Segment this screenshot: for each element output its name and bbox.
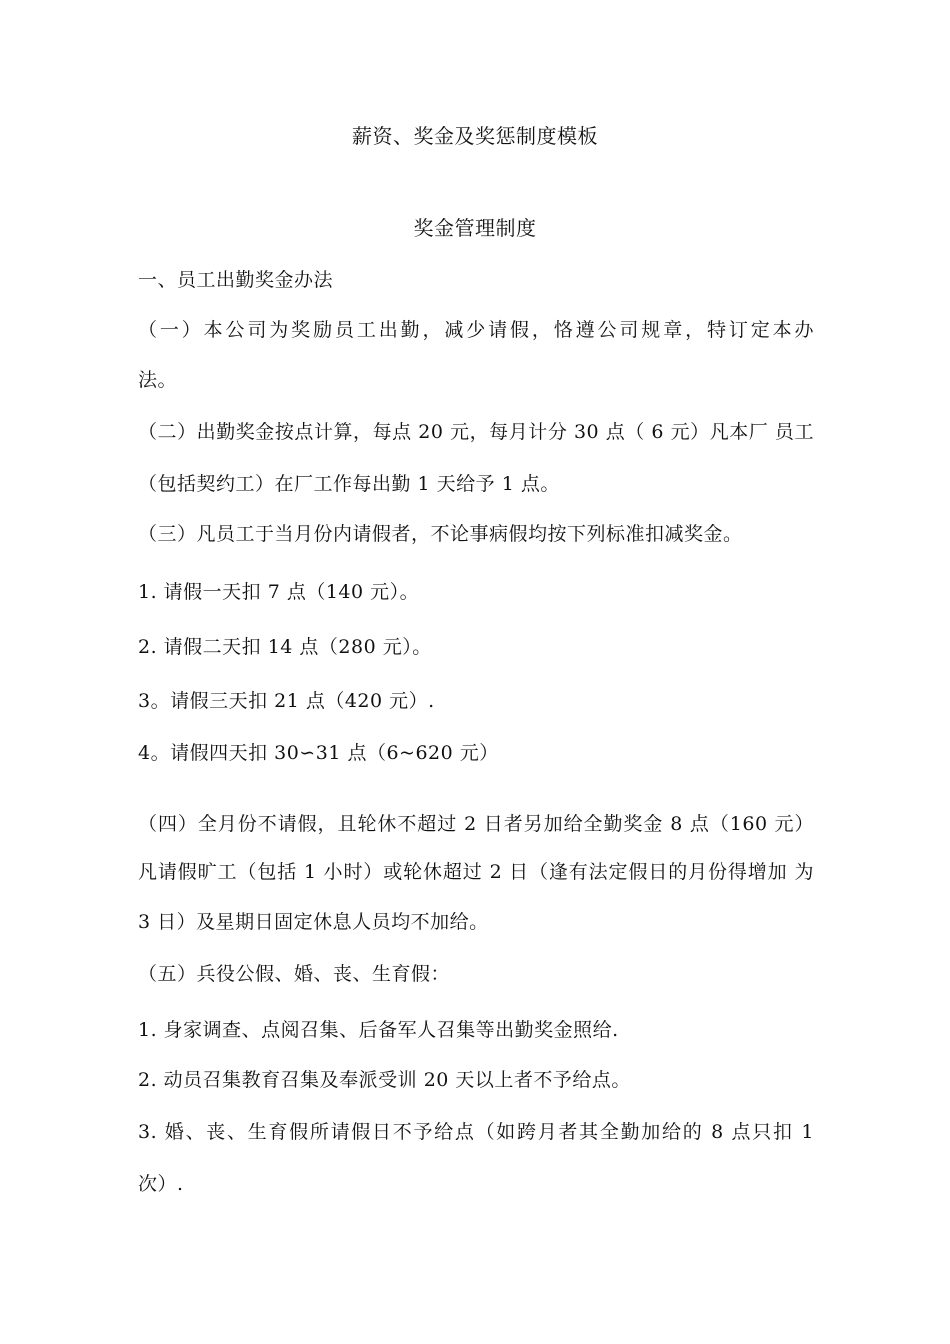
paragraph-1-line-2: 法。	[138, 369, 178, 391]
list-item: 3。请假三天扣 21 点（420 元）.	[138, 690, 435, 712]
heading-attendance-bonus: 一、员工出勤奖金办法	[138, 269, 334, 291]
list-item: 2. 请假二天扣 14 点（280 元）。	[138, 636, 432, 658]
paragraph-3-line-1: （三）凡员工于当月份内请假者，不论事病假均按下列标准扣减奖金。	[138, 523, 743, 545]
list-item: 3. 婚、丧、生育假所请假日不予给点（如跨月者其全勤加给的 8 点只扣 1	[138, 1121, 814, 1143]
list-item: 1. 请假一天扣 7 点（140 元）。	[138, 581, 420, 603]
paragraph-2-line-1: （二）出勤奖金按点计算，每点 20 元，每月计分 30 点（ 6 元）凡本厂 员工	[138, 421, 814, 443]
document-title: 薪资、奖金及奖惩制度模板	[352, 124, 598, 148]
list-item: 4。请假四天扣 30∽31 点（6~620 元）	[138, 742, 499, 764]
paragraph-4-line-3: 3 日）及星期日固定休息人员均不加给。	[138, 911, 489, 933]
list-item-continuation: 次）.	[138, 1173, 184, 1195]
section-title: 奖金管理制度	[413, 216, 537, 240]
paragraph-1-line-1: （一）本公司为奖励员工出勤，减少请假，恪遵公司规章，特订定本办	[138, 319, 814, 341]
list-item: 2. 动员召集教育召集及奉派受训 20 天以上者不予给点。	[138, 1069, 631, 1091]
paragraph-2-line-2: （包括契约工）在厂工作每出勤 1 天给予 1 点。	[138, 473, 560, 495]
paragraph-4-line-1: （四）全月份不请假，且轮休不超过 2 日者另加给全勤奖金 8 点（160 元）	[138, 813, 814, 835]
paragraph-5-line-1: （五）兵役公假、婚、丧、生育假：	[138, 963, 451, 985]
paragraph-4-line-2: 凡请假旷工（包括 1 小时）或轮休超过 2 日（逢有法定假日的月份得增加 为	[138, 861, 814, 883]
list-item: 1. 身家调查、点阅召集、后备军人召集等出勤奖金照给.	[138, 1019, 619, 1041]
